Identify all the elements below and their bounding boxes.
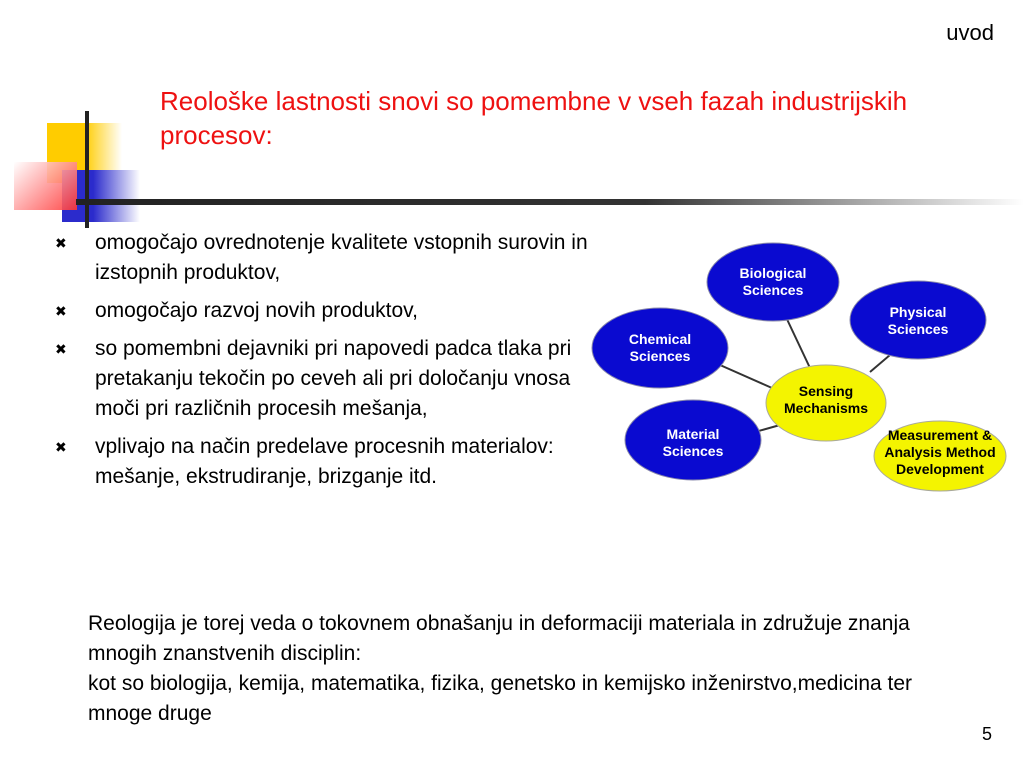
svg-text:Analysis Method: Analysis Method [884,444,996,460]
x-mark-icon: ✖ [55,439,67,455]
list-item: ✖ vplivajo na način predelave procesnih materialov: mešanje, ekstrudiranje, brizganje itd. [55,432,595,492]
slide-title: Reološke lastnosti snovi so pomembne v vseh fazah industrijskih procesov: [160,86,908,150]
svg-text:Sciences: Sciences [742,282,804,298]
summary-text: Reologija je torej veda o tokovnem obnašanju in deformaciji materiala in združuje znanja mnogih znanstvenih disciplin: kot so biologija, kemija, matematika, fizika, genetsko in kemijsko inženirstvo,medicina ter mnoge druge [88,612,913,725]
svg-text:Development: Development [896,461,984,477]
svg-text:Sciences: Sciences [629,348,691,364]
svg-text:Biological: Biological [739,265,807,281]
list-item: ✖ so pomembni dejavniki pri napovedi padca tlaka pri pretakanju tekočin po ceveh ali pri določanju vnosa moči pri različnih procesih mešanja, [55,334,595,424]
svg-text:Physical: Physical [889,304,947,320]
svg-text:Sciences: Sciences [887,321,949,337]
x-mark-icon: ✖ [55,303,67,319]
list-item: ✖ omogočajo razvoj novih produktov, [55,296,595,326]
svg-text:Sciences: Sciences [662,443,724,459]
node-physical [850,281,986,359]
x-mark-icon: ✖ [55,341,67,357]
list-item: ✖ omogočajo ovrednotenje kvalitete vstopnih surovin in izstopnih produktov, [55,228,595,288]
x-mark-icon: ✖ [55,235,67,251]
page-number: 5 [981,724,992,744]
svg-text:Measurement &: Measurement & [887,427,993,443]
section-label: uvod [946,20,994,45]
svg-text:Sensing: Sensing [798,383,854,399]
svg-text:Mechanisms: Mechanisms [783,400,869,416]
svg-text:Chemical: Chemical [628,331,692,347]
svg-text:Material: Material [666,426,720,442]
